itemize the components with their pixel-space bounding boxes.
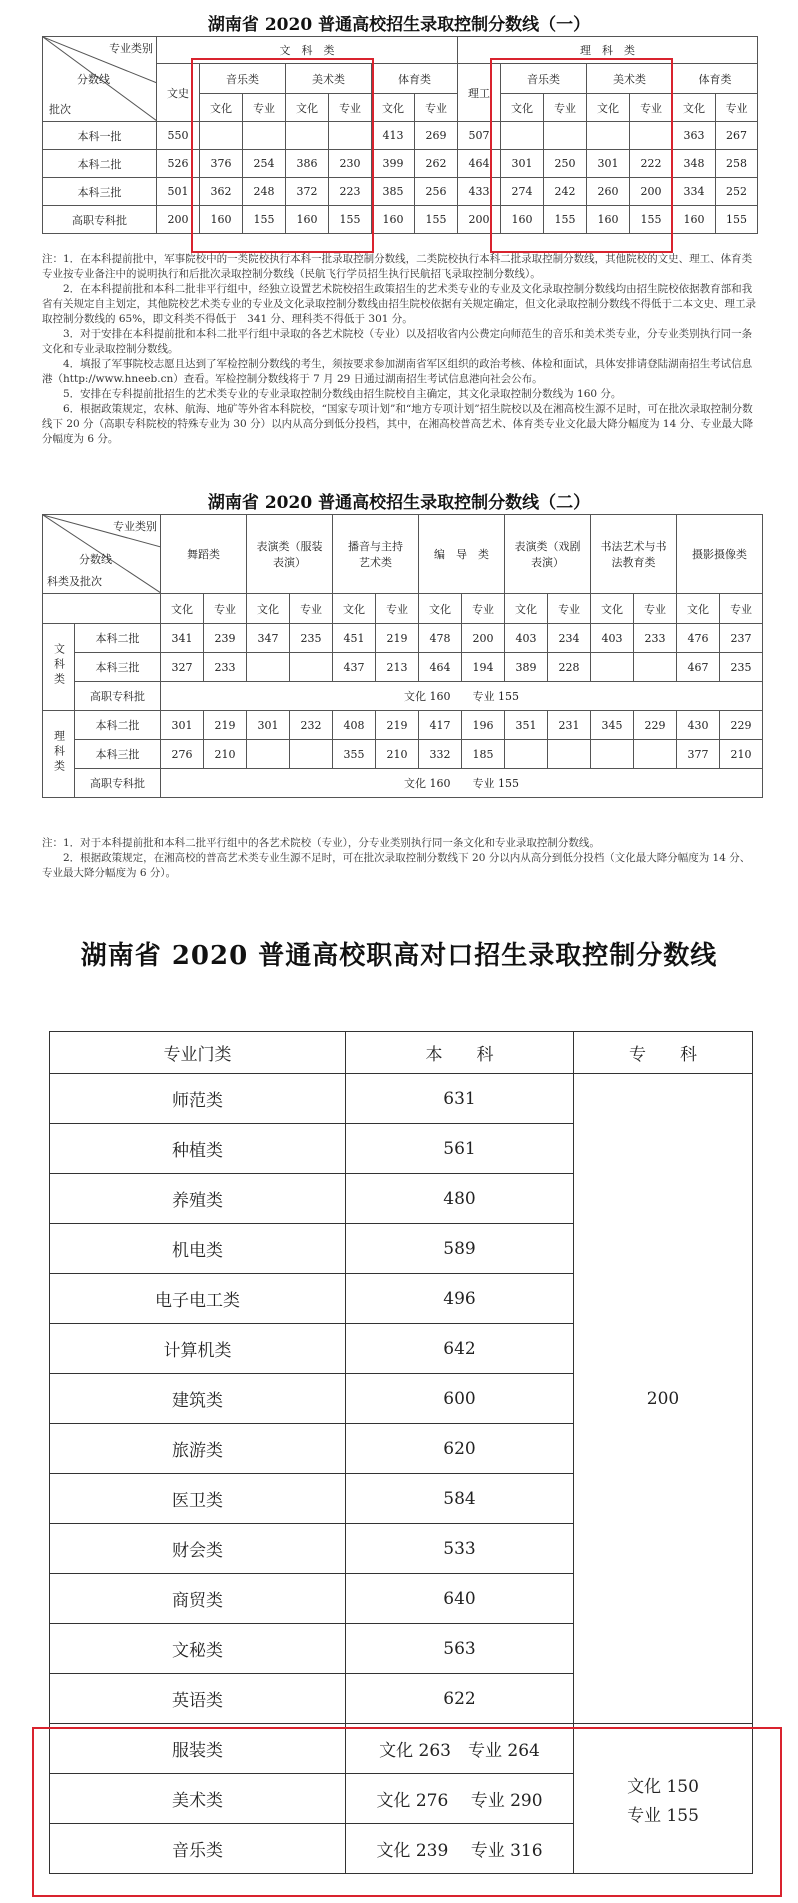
category-cell: 文秘类 (50, 1624, 346, 1674)
score-cell: 327 (161, 653, 204, 682)
cat-5: 书法艺术与书法教育类 (591, 515, 677, 594)
note-paragraph: 5．安排在专科提前批招生的艺术类专业的专业录取控制分数线由招生院校自主确定，其文化录取控制分数线为 160 分。 (42, 388, 622, 400)
score-cell: 155 (544, 206, 587, 234)
col-wenshi: 文史 (157, 64, 200, 122)
score-cell: 200 (630, 178, 673, 206)
table-1-corner (43, 37, 157, 122)
score-cell: 219 (376, 711, 419, 740)
score-cell: 233 (634, 624, 677, 653)
score-cell: 467 (677, 653, 720, 682)
score-cell: 301 (587, 150, 630, 178)
score-cell: 385 (372, 178, 415, 206)
benke-cell: 631 (346, 1074, 574, 1124)
col-ligong: 理工 (458, 64, 501, 122)
score-cell: 274 (501, 178, 544, 206)
gz-merged-score: 文化 160 专业 155 (161, 682, 763, 711)
benke-cell: 文化 263 专业 264 (346, 1724, 574, 1774)
sub-zhuanye: 专业 (720, 594, 763, 624)
batch-label: 本科二批 (75, 711, 161, 740)
score-cell: 269 (415, 122, 458, 150)
batch-label: 高职专科批 (75, 682, 161, 711)
score-cell: 160 (200, 206, 243, 234)
score-cell: 386 (286, 150, 329, 178)
score-cell: 254 (243, 150, 286, 178)
sub-wenhua: 文化 (677, 594, 720, 624)
cat-4: 表演类（戏剧表演） (505, 515, 591, 594)
sub-wenhua: 文化 (200, 94, 243, 122)
score-cell: 403 (505, 624, 548, 653)
col-yinyue-wen: 音乐类 (200, 64, 286, 94)
score-cell: 210 (720, 740, 763, 769)
category-cell: 旅游类 (50, 1424, 346, 1474)
score-cell: 248 (243, 178, 286, 206)
cat-6: 摄影摄像类 (677, 515, 763, 594)
score-cell: 229 (634, 711, 677, 740)
zhuanke-merged-cell: 200 (574, 1074, 753, 1724)
score-cell: 219 (376, 624, 419, 653)
table-2 (42, 514, 763, 798)
score-cell: 252 (716, 178, 758, 206)
score-cell: 200 (157, 206, 200, 234)
sub-zhuanye: 专业 (716, 94, 758, 122)
col-tiyu-li: 体育类 (673, 64, 758, 94)
corner-batch-label: 科类及批次 (47, 575, 102, 588)
score-cell: 301 (501, 150, 544, 178)
score-cell: 476 (677, 624, 720, 653)
benke-cell: 533 (346, 1524, 574, 1574)
sub-zhuanye: 专业 (329, 94, 372, 122)
table-2-subheader (43, 594, 763, 624)
col-tiyu-wen: 体育类 (372, 64, 458, 94)
score-cell (247, 740, 290, 769)
table-2-row (43, 624, 763, 653)
score-cell (634, 740, 677, 769)
sub-wenhua: 文化 (333, 594, 376, 624)
score-cell: 550 (157, 122, 200, 150)
category-cell: 音乐类 (50, 1824, 346, 1874)
category-cell: 计算机类 (50, 1324, 346, 1374)
score-cell: 345 (591, 711, 634, 740)
sub-zhuanye: 专业 (376, 594, 419, 624)
score-cell: 417 (419, 711, 462, 740)
score-cell: 347 (247, 624, 290, 653)
benke-cell: 642 (346, 1324, 574, 1374)
score-cell: 507 (458, 122, 501, 150)
category-cell: 服装类 (50, 1724, 346, 1774)
sub-zhuanye: 专业 (544, 94, 587, 122)
cat-3: 编 导 类 (419, 515, 505, 594)
category-cell: 电子电工类 (50, 1274, 346, 1324)
section-table-2 (0, 480, 798, 900)
sub-zhuanye: 专业 (634, 594, 677, 624)
category-cell: 机电类 (50, 1224, 346, 1274)
score-cell: 260 (587, 178, 630, 206)
score-cell: 437 (333, 653, 376, 682)
score-cell: 332 (419, 740, 462, 769)
score-cell: 219 (204, 711, 247, 740)
col-yinyue-li: 音乐类 (501, 64, 587, 94)
sub-zhuanye: 专业 (290, 594, 333, 624)
benke-cell: 589 (346, 1224, 574, 1274)
score-cell (290, 740, 333, 769)
zhuanke-art-wenhua: 文化 150 (627, 1776, 699, 1797)
cat-1: 表演类（服装表演） (247, 515, 333, 594)
benke-cell: 561 (346, 1124, 574, 1174)
sub-wenhua: 文化 (372, 94, 415, 122)
score-cell: 464 (419, 653, 462, 682)
batch-label: 本科三批 (75, 653, 161, 682)
batch-label: 本科三批 (75, 740, 161, 769)
batch-label: 高职专科批 (75, 769, 161, 798)
score-cell: 372 (286, 178, 329, 206)
cat-0: 舞蹈类 (161, 515, 247, 594)
col-meishu-wen: 美术类 (286, 64, 372, 94)
score-cell: 234 (548, 624, 591, 653)
corner-batch-label: 批次 (49, 103, 71, 116)
score-cell: 237 (720, 624, 763, 653)
table-3-header-cell: 专业门类 (50, 1032, 346, 1074)
table-2-row (43, 769, 763, 798)
score-cell: 210 (204, 740, 247, 769)
benke-cell: 563 (346, 1624, 574, 1674)
batch-label: 本科二批 (43, 150, 157, 178)
batch-label: 高职专科批 (43, 206, 157, 234)
score-cell: 430 (677, 711, 720, 740)
benke-cell: 文化 276 专业 290 (346, 1774, 574, 1824)
corner-score-label: 分数线 (79, 553, 112, 566)
score-cell: 250 (544, 150, 587, 178)
score-cell (591, 653, 634, 682)
score-cell: 351 (505, 711, 548, 740)
table-2-notes (42, 836, 756, 881)
zhuanke-art-zhuanye: 专业 155 (627, 1805, 699, 1826)
category-cell: 养殖类 (50, 1174, 346, 1224)
score-cell: 258 (716, 150, 758, 178)
note-paragraph: 注：1．对于本科提前批和本科二批平行组中的各艺术院校（专业），分专业类别执行同一条文化和专业录取控制分数线。 (42, 837, 600, 849)
table-2-row (43, 740, 763, 769)
sub-wenhua: 文化 (673, 94, 716, 122)
col-meishu-li: 美术类 (587, 64, 673, 94)
table-2-row (43, 711, 763, 740)
score-cell: 348 (673, 150, 716, 178)
score-cell: 200 (458, 206, 501, 234)
benke-cell: 620 (346, 1424, 574, 1474)
score-cell: 362 (200, 178, 243, 206)
score-cell (290, 653, 333, 682)
category-cell: 建筑类 (50, 1374, 346, 1424)
section-table-1 (0, 0, 798, 460)
score-cell: 301 (161, 711, 204, 740)
benke-cell: 文化 239 专业 316 (346, 1824, 574, 1874)
score-cell: 363 (673, 122, 716, 150)
score-cell: 155 (716, 206, 758, 234)
score-cell: 233 (204, 653, 247, 682)
highlight-li-art (490, 58, 673, 253)
score-cell: 239 (204, 624, 247, 653)
note-paragraph: 4．填报了军事院校志愿且达到了军检控制分数线的考生，须按要求参加湖南省军区组织的政治考核、体检和面试，具体安排请登陆湖南招生考试信息港（http://www.hneeb.cn）查看。军检控制分数线将于 7 月 29 日通过湖南招生考试信息港向社会公布。 (42, 358, 753, 385)
benke-cell: 496 (346, 1274, 574, 1324)
note-paragraph: 2．根据政策规定，在湘高校的普高艺术类专业生源不足时，可在批次录取控制分数线下 20 分以内从高分到低分投档（文化最大降分幅度为 14 分、专业最大降分幅度为 6 分）。 (42, 852, 751, 879)
score-cell: 194 (462, 653, 505, 682)
score-cell: 242 (544, 178, 587, 206)
table-3-row (50, 1074, 753, 1124)
score-cell: 160 (673, 206, 716, 234)
score-cell: 213 (376, 653, 419, 682)
benke-cell: 584 (346, 1474, 574, 1524)
corner-category-label: 专业类别 (113, 520, 157, 533)
score-cell: 185 (462, 740, 505, 769)
table-1-title: 湖南省 2020 普通高校招生录取控制分数线（一） (207, 15, 591, 35)
group-wen: 文 科 类 (157, 37, 458, 64)
score-cell: 355 (333, 740, 376, 769)
sub-wenhua: 文化 (247, 594, 290, 624)
category-cell: 师范类 (50, 1074, 346, 1124)
score-cell: 526 (157, 150, 200, 178)
highlight-art-rows (32, 1727, 782, 1897)
group-label-text: 理科类 (52, 730, 66, 775)
score-cell: 200 (462, 624, 505, 653)
category-cell: 商贸类 (50, 1574, 346, 1624)
sub-wenhua: 文化 (419, 594, 462, 624)
note-paragraph: 2．在本科提前批和本科二批非平行组中，经独立设置艺术院校招生政策招生的艺术类专业的专业及文化录取控制分数线均由招生院校依据教育部和我省有关规定自主划定，其他院校艺术类专业的专业及文化录取控制分数线由招生院校依据有关规定确定，但文化录取控制分数线不得低于二本文史、理工录取控制分数线的 65%，即文科类不得低于 341 分、理科类不得低于 301 分。 (42, 283, 756, 325)
group-label-text: 文科类 (52, 643, 66, 688)
table-3-header (50, 1032, 753, 1074)
blank-cell (43, 594, 161, 624)
score-cell: 228 (548, 653, 591, 682)
category-cell: 美术类 (50, 1774, 346, 1824)
score-cell: 160 (501, 206, 544, 234)
score-cell: 389 (505, 653, 548, 682)
group-label (43, 624, 75, 711)
section-table-3 (0, 935, 798, 1903)
gz-merged-score: 文化 160 专业 155 (161, 769, 763, 798)
score-cell: 232 (290, 711, 333, 740)
category-cell: 财会类 (50, 1524, 346, 1574)
benke-cell: 640 (346, 1574, 574, 1624)
batch-label: 本科三批 (43, 178, 157, 206)
score-cell: 210 (376, 740, 419, 769)
score-cell: 230 (329, 150, 372, 178)
sub-zhuanye: 专业 (548, 594, 591, 624)
score-cell: 403 (591, 624, 634, 653)
batch-label: 本科一批 (43, 122, 157, 150)
score-cell: 451 (333, 624, 376, 653)
score-cell: 464 (458, 150, 501, 178)
sub-zhuanye: 专业 (630, 94, 673, 122)
score-cell: 413 (372, 122, 415, 150)
score-cell: 334 (673, 178, 716, 206)
table-2-title: 湖南省 2020 普通高校招生录取控制分数线（二） (207, 493, 591, 513)
cat-2: 播音与主持艺术类 (333, 515, 419, 594)
score-cell: 262 (415, 150, 458, 178)
score-cell: 229 (720, 711, 763, 740)
score-cell: 341 (161, 624, 204, 653)
score-cell: 196 (462, 711, 505, 740)
category-cell: 医卫类 (50, 1474, 346, 1524)
category-cell: 英语类 (50, 1674, 346, 1724)
score-cell (591, 740, 634, 769)
corner-category-label: 专业类别 (109, 42, 153, 55)
sub-wenhua: 文化 (505, 594, 548, 624)
benke-cell: 622 (346, 1674, 574, 1724)
sub-wenhua: 文化 (587, 94, 630, 122)
sub-wenhua: 文化 (591, 594, 634, 624)
score-cell: 155 (415, 206, 458, 234)
score-cell: 223 (329, 178, 372, 206)
sub-zhuanye: 专业 (462, 594, 505, 624)
score-cell: 301 (247, 711, 290, 740)
group-li: 理 科 类 (458, 37, 758, 64)
score-cell: 155 (630, 206, 673, 234)
group-label (43, 711, 75, 798)
score-cell: 276 (161, 740, 204, 769)
score-cell: 478 (419, 624, 462, 653)
benke-cell: 480 (346, 1174, 574, 1224)
score-cell (505, 740, 548, 769)
table-2-body (43, 624, 763, 798)
score-cell: 408 (333, 711, 376, 740)
score-cell: 433 (458, 178, 501, 206)
corner-score-label: 分数线 (77, 73, 110, 86)
table-3-header-cell: 本 科 (346, 1032, 574, 1074)
sub-wenhua: 文化 (286, 94, 329, 122)
sub-wenhua: 文化 (161, 594, 204, 624)
score-cell: 155 (243, 206, 286, 234)
category-cell: 种植类 (50, 1124, 346, 1174)
score-cell: 222 (630, 150, 673, 178)
table-2-row (43, 682, 763, 711)
score-cell: 160 (286, 206, 329, 234)
note-paragraph: 注：1．在本科提前批中，军事院校中的一类院校执行本科一批录取控制分数线，二类院校执行本科二批录取控制分数线，其他院校的文史、理工、体育类专业按专业备注中的说明执行和后批次录取控制分数线（民航飞行学员招生执行民航招飞录取控制分数线）。 (42, 253, 753, 280)
note-paragraph: 3．对于安排在本科提前批和本科二批平行组中录取的各艺术院校（专业）以及招收省内公费定向师范生的音乐和美术类专业，分专业类别执行同一条文化和专业录取控制分数线。 (42, 328, 753, 355)
score-cell: 377 (677, 740, 720, 769)
score-cell: 155 (329, 206, 372, 234)
sub-zhuanye: 专业 (415, 94, 458, 122)
table-1-notes (42, 252, 756, 447)
table-3-title: 湖南省 2020 普通高校职高对口招生录取控制分数线 (80, 941, 718, 971)
score-cell: 376 (200, 150, 243, 178)
score-cell: 235 (290, 624, 333, 653)
score-cell: 235 (720, 653, 763, 682)
score-cell: 160 (372, 206, 415, 234)
sub-wenhua: 文化 (501, 94, 544, 122)
note-paragraph: 6．根据政策规定，农林、航海、地矿等外省本科院校，“国家专项计划”和“地方专项计划”招生院校以及在湘高校生源不足时，可在批次录取控制分数线下 20 分（高职专科院校的特殊专业为 30 分）以内从高分到低分投档，其中，在湘高校普高艺术、体育类专业文化最大降分幅度为 14 分、专业最大降分幅度为 6 分。 (42, 403, 754, 445)
sub-zhuanye: 专业 (243, 94, 286, 122)
score-cell: 501 (157, 178, 200, 206)
score-cell (634, 653, 677, 682)
benke-cell: 600 (346, 1374, 574, 1424)
highlight-wen-art (191, 58, 374, 253)
sub-zhuanye: 专业 (204, 594, 247, 624)
score-cell (548, 740, 591, 769)
score-cell: 231 (548, 711, 591, 740)
batch-label: 本科二批 (75, 624, 161, 653)
table-3-header-cell: 专 科 (574, 1032, 753, 1074)
table-2-corner (43, 515, 161, 594)
score-cell: 267 (716, 122, 758, 150)
score-cell: 256 (415, 178, 458, 206)
score-cell: 399 (372, 150, 415, 178)
score-cell: 160 (587, 206, 630, 234)
score-cell (247, 653, 290, 682)
table-2-row (43, 653, 763, 682)
